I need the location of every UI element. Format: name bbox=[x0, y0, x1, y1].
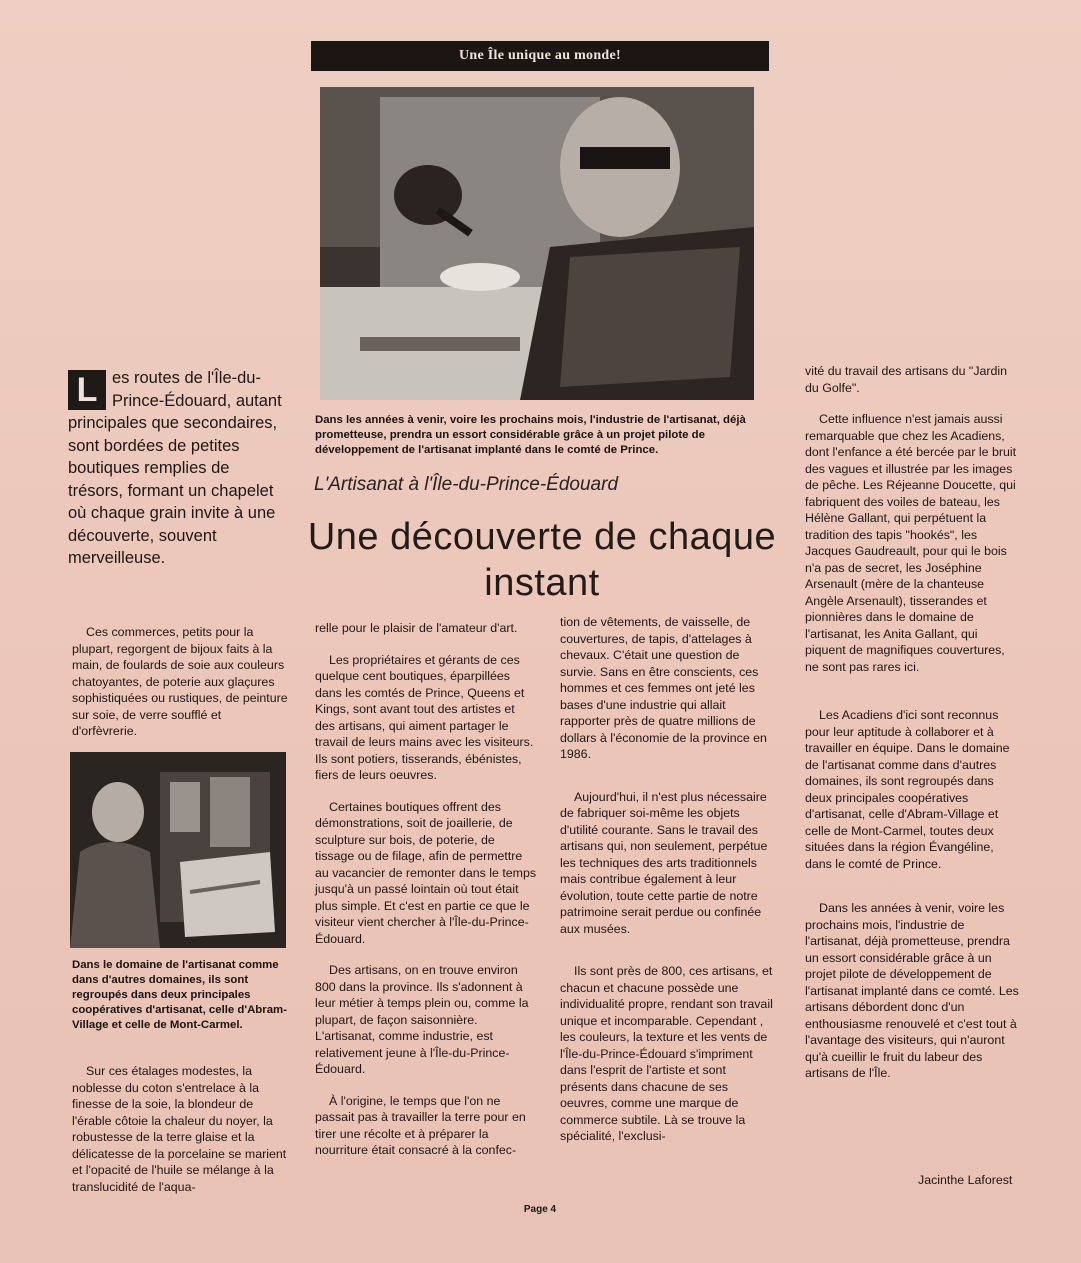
paragraph: relle pour le plaisir de l'amateur d'art. bbox=[315, 621, 518, 635]
page-number: Page 4 bbox=[523, 1204, 557, 1215]
column-2 bbox=[315, 620, 537, 1174]
second-photo-artisan-textiles bbox=[70, 752, 286, 948]
paragraph: Les Acadiens d'ici sont reconnus pour leur aptitude à collaborer et à travailler en équipe. Dans le domaine de l'artisanat comme dans d'autres domaines, ils sont regroupés dans deux principales coopératives d'artisanat, celle d'Abram-Village et celle de Mont-Carmel, toutes deux situées dans la région Évangéline, dans le comté de Prince. bbox=[805, 708, 1010, 871]
main-photo-artisan-carving bbox=[320, 87, 754, 400]
paragraph: Les propriétaires et gérants de ces quelque cent boutiques, éparpillées dans les comtés de Prince, Queens et Kings, sont avant tout des artistes et des artisans, qui aiment partager le travail de leurs mains avec les visiteurs. Ils sont potiers, tisserands, ébénistes, fiers de leurs oeuvres. bbox=[315, 652, 534, 782]
paragraph: Aujourd'hui, il n'est plus nécessaire de fabriquer soi-même les objets d'utilité courante. Sans le travail des artisans qui, non seulement, perpétue les techniques des arts traditionnels mais contribue également à leur évolution, toute cette partie de notre patrimoine serait perdue ou confinée aux musées. bbox=[560, 789, 768, 936]
paragraph: Dans les années à venir, voire les prochains mois, l'industrie de l'artisanat, déjà prometteuse, prendra un essort considérable grâce à un projet pilote de développement de l'artisanat implanté dans ce comté. Les artisans débordent donc d'un enthousiasme renouvelé et c'est tout à l'avantage des visiteurs, qui n'auront qu'à cueillir le fruit du labeur des artisans de l'Île. bbox=[805, 901, 1019, 1080]
lead-paragraph: es routes de l'Île-du-Prince-Édouard, autant principales que secondaires, sont bordées de petites boutiques remplies de trésors, formant un chapelet où chaque grain invite à une découverte, souvent merveilleuse. bbox=[68, 369, 282, 567]
paragraph: Cette influence n'est jamais aussi remarquable que chez les Acadiens, dont l'enfance a été bercée par le bruit des vagues et illustrée par les images de pêche. Les Réjeanne Doucette, qui fabriquent des voiles de bateau, les Hélène Gallant, qui perpétuent la tradition des tapis "hookés", les Jacques Gaudreault, pour qui le bois n'a pas de secret, les Joséphine Arsenault (mère de la chanteuse Angèle Arsenault), tisserandes et pionnières dans le domaine de l'artisanat, les Anita Gallant, qui piquent de magnifiques couvertures, ne sont pas rares ici. bbox=[805, 412, 1017, 674]
paragraph: Ils sont près de 800, ces artisans, et chacun et chacune possède une individualité propre, rendant son travail unique et incomparable. Cependant , les couleurs, la texture et les vents de l'Île-du-Prince-Édouard s'impriment dans l'esprit de l'artiste et sont présents dans chacune de ses oeuvres, comme une marque de commerce subtile. Là se trouve la spécialité, l'exclusi- bbox=[560, 964, 773, 1143]
column-4 bbox=[805, 363, 1020, 1097]
paragraph: Certaines boutiques offrent des démonstrations, soit de joaillerie, de sculpture sur bois, de poterie, de tissage ou de filage, afin de permettre au vacancier de remonter dans le temps jusqu'à un passé lointain où tout était plus simple. Et c'est en partie ce que le visiteur vient chercher à l'Île-du-Prince-Édouard. bbox=[315, 799, 537, 946]
column-1-top bbox=[72, 624, 288, 755]
paragraph: Sur ces étalages modestes, la noblesse du coton s'entrelace à la finesse de la soie, la blondeur de l'érable côtoie la chaleur du noyer, la robustesse de la terre glaise et la délicatesse de la porcelaine se marient et l'opacité de l'huile se mélange à la translucidité de l'aqua- bbox=[72, 1064, 287, 1194]
author-byline: Jacinthe Laforest bbox=[918, 1173, 1013, 1187]
column-1-bottom bbox=[72, 1063, 288, 1210]
paragraph: Des artisans, on en trouve environ 800 dans la province. Ils s'adonnent à leur métier à temps plein ou, comme la plupart, de façon saisonnière. L'artisanat, comme industrie, est relativement jeune à l'Île-du-Prince-Édouard. bbox=[315, 963, 529, 1076]
second-photo-caption: Dans le domaine de l'artisanat comme dans d'autres domaines, ils sont regroupés dans deux principales coopératives d'artisanat, celle d'Abram-Village et celle de Mont-Carmel. bbox=[72, 959, 287, 1031]
article-headline: Une découverte de chaque instant bbox=[307, 516, 777, 604]
weaver-photo-image bbox=[70, 752, 286, 948]
main-photo-caption: Dans les années à venir, voire les prochains mois, l'industrie de l'artisanat, déjà prometteuse, prendra un essort considérable grâce à un projet pilote de développement de l'artisanat implanté dans le comté de Prince. bbox=[315, 414, 746, 456]
paragraph: À l'origine, le temps que l'on ne passait pas à travailler la terre pour en tirer une récolte et à préparer la nourriture était consacré à la confec- bbox=[315, 1093, 526, 1157]
lead-paragraph-block bbox=[68, 367, 288, 570]
column-3 bbox=[560, 614, 775, 1160]
paragraph: tion de vêtements, de vaisselle, de couvertures, de tapis, d'attelages à chevaux. C'était une question de survie. Sans en être conscients, ces hommes et ces femmes ont jeté les bases d'une industrie qui allait rapporter près de quatre millions de dollars à l'économie de la province en 1986. bbox=[560, 615, 767, 761]
article-kicker: L'Artisanat à l'Île-du-Prince-Édouard bbox=[314, 474, 619, 495]
woodcarver-photo-image bbox=[320, 87, 754, 400]
paragraph: Ces commerces, petits pour la plupart, regorgent de bijoux faits à la main, de foulards de soie aux couleurs chatoyantes, de poterie aux glaçures sophistiquées ou rustiques, de peinture sur soie, de verre soufflé et d'orfèvrerie. bbox=[72, 625, 288, 738]
section-banner: Une Île unique au monde! bbox=[311, 41, 769, 71]
drop-cap: L bbox=[68, 370, 106, 410]
paragraph: vité du travail des artisans du "Jardin du Golfe". bbox=[805, 364, 1008, 395]
